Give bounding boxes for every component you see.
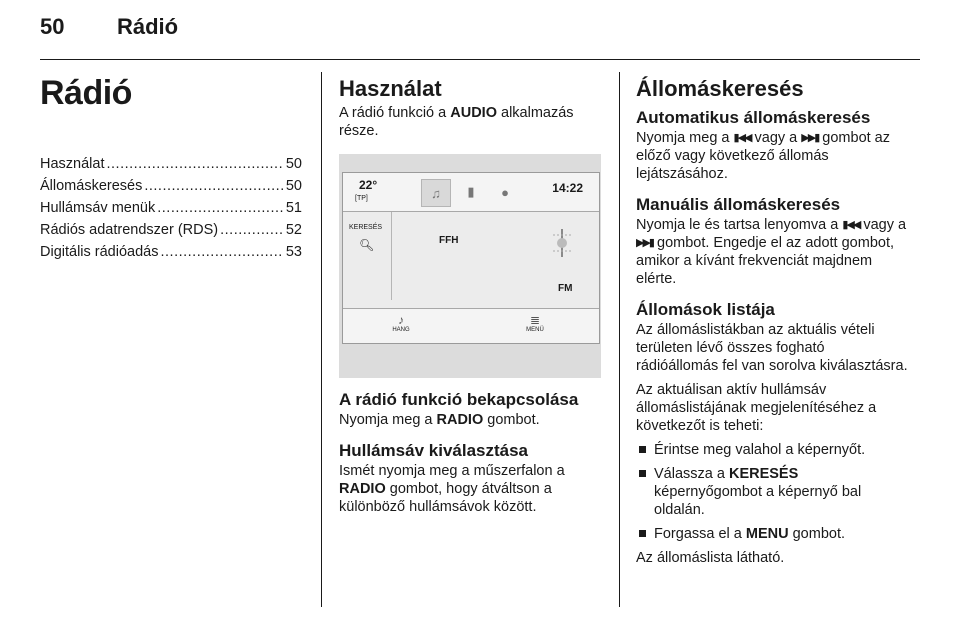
globe-icon: ● [501, 184, 509, 200]
radio-screen-figure [339, 154, 601, 378]
toc-entry[interactable] [40, 241, 302, 263]
toc-label: Digitális rádióadás [40, 244, 159, 260]
sound-icon: ♪ [398, 313, 404, 327]
temperature-readout: 22° [359, 178, 378, 192]
station-list-steps [636, 441, 910, 543]
radio-screen [342, 172, 600, 344]
station-name: FFH [439, 235, 459, 246]
toc-page: 52 [285, 222, 302, 238]
toc-leader [157, 197, 284, 219]
turn-on-paragraph: Nyomja meg a RADIO gombot. [339, 412, 540, 428]
list-item: Forgassa el a MENU gombot. [636, 525, 910, 543]
page-number: 50 [40, 14, 65, 39]
search-softkey-label: KERESÉS [349, 224, 383, 231]
toc-label: Állomáskeresés [40, 178, 143, 194]
skip-forward-icon: ▶▶▮ [636, 237, 653, 249]
header-rule [40, 59, 920, 60]
toc-entry[interactable] [40, 175, 302, 197]
menu-softkey [515, 313, 555, 333]
closing-paragraph: Az állomáslista látható. [636, 550, 785, 566]
tp-indicator: [TP] [355, 195, 368, 202]
running-title: Rádió [117, 14, 179, 39]
clock-readout: 14:22 [552, 181, 583, 195]
list-item: Érintse meg valahol a képernyőt. [636, 441, 910, 459]
sound-softkey [381, 313, 421, 333]
toc-entry[interactable] [40, 219, 302, 241]
band-dial-icon [551, 227, 573, 277]
toc-entry[interactable] [40, 197, 302, 219]
phone-icon: ▮ [467, 184, 475, 199]
subheading-turn-on: A rádió funkció bekapcsolása [339, 390, 579, 409]
band-select-paragraph: Ismét nyomja meg a műszerfalon a RADIO gombot, hogy átváltson a különböző hullámsávok között. [339, 463, 565, 515]
subheading-station-list: Állomások listája [636, 300, 775, 319]
toc-column [40, 66, 302, 263]
column-divider-2 [619, 72, 620, 607]
toc-label: Rádiós adatrendszer (RDS) [40, 222, 219, 238]
section-heading-usage: Használat [339, 76, 442, 101]
usage-column [339, 66, 601, 522]
intro-paragraph: A rádió funkció a AUDIO alkalmazás része. [339, 105, 574, 139]
band-label: FM [558, 283, 573, 294]
skip-back-icon: ▮◀◀ [842, 219, 860, 231]
station-search-column [636, 66, 910, 573]
screen-top-bar [343, 173, 599, 212]
toc-leader [106, 153, 283, 175]
table-of-contents [40, 153, 302, 263]
section-heading-station-search: Állomáskeresés [636, 76, 804, 101]
toc-label: Használat [40, 156, 105, 172]
list-item: Válassza a KERESÉS képernyőgombot a képernyő bal oldalán. [636, 465, 910, 519]
screen-side-panel [343, 212, 392, 300]
subheading-band-select: Hullámsáv kiválasztása [339, 441, 529, 460]
magnifier-icon: 🔍︎ [359, 238, 375, 252]
toc-page: 50 [285, 178, 302, 194]
skip-back-icon: ▮◀◀ [733, 132, 751, 144]
toc-leader [220, 219, 284, 241]
chapter-title: Rádió [40, 74, 132, 112]
subheading-auto-search: Automatikus állomáskeresés [636, 108, 871, 127]
column-divider-1 [321, 72, 322, 607]
screen-bottom-bar [343, 308, 599, 343]
toc-page: 51 [285, 200, 302, 216]
skip-forward-icon: ▶▶▮ [801, 132, 819, 144]
toc-page: 53 [285, 244, 302, 260]
manual-search-paragraph: Nyomja le és tartsa lenyomva a ▮◀◀ vagy a ▶▶▮ gombot. Engedje el az adott gombot, amikor a kívánt frekvenciát majdnem elérte. [636, 217, 907, 287]
toc-page: 50 [285, 156, 302, 172]
toc-leader [144, 175, 284, 197]
station-list-instruction: Az aktuálisan aktív hullámsáv állomáslistájának megjelenítéséhez a következőt is teheti: [636, 382, 877, 434]
toc-label: Hullámsáv menük [40, 200, 156, 216]
sound-softkey-label: HANG [392, 327, 410, 333]
station-list-paragraph: Az állomáslistákban az aktuális vételi területen lévő összes fogható rádióállomás fel van sorolva kiválasztásra. [636, 322, 908, 374]
toc-leader [160, 241, 283, 263]
auto-search-paragraph: Nyomja meg a ▮◀◀ vagy a ▶▶▮ gombot az előző vagy következő állomás lejátszásához. [636, 130, 891, 182]
subheading-manual-search: Manuális állomáskeresés [636, 195, 841, 214]
music-note-icon: ♫ [421, 179, 451, 207]
menu-softkey-label: MENÜ [526, 327, 544, 333]
toc-entry[interactable] [40, 153, 302, 175]
menu-icon: ≣ [529, 313, 541, 327]
